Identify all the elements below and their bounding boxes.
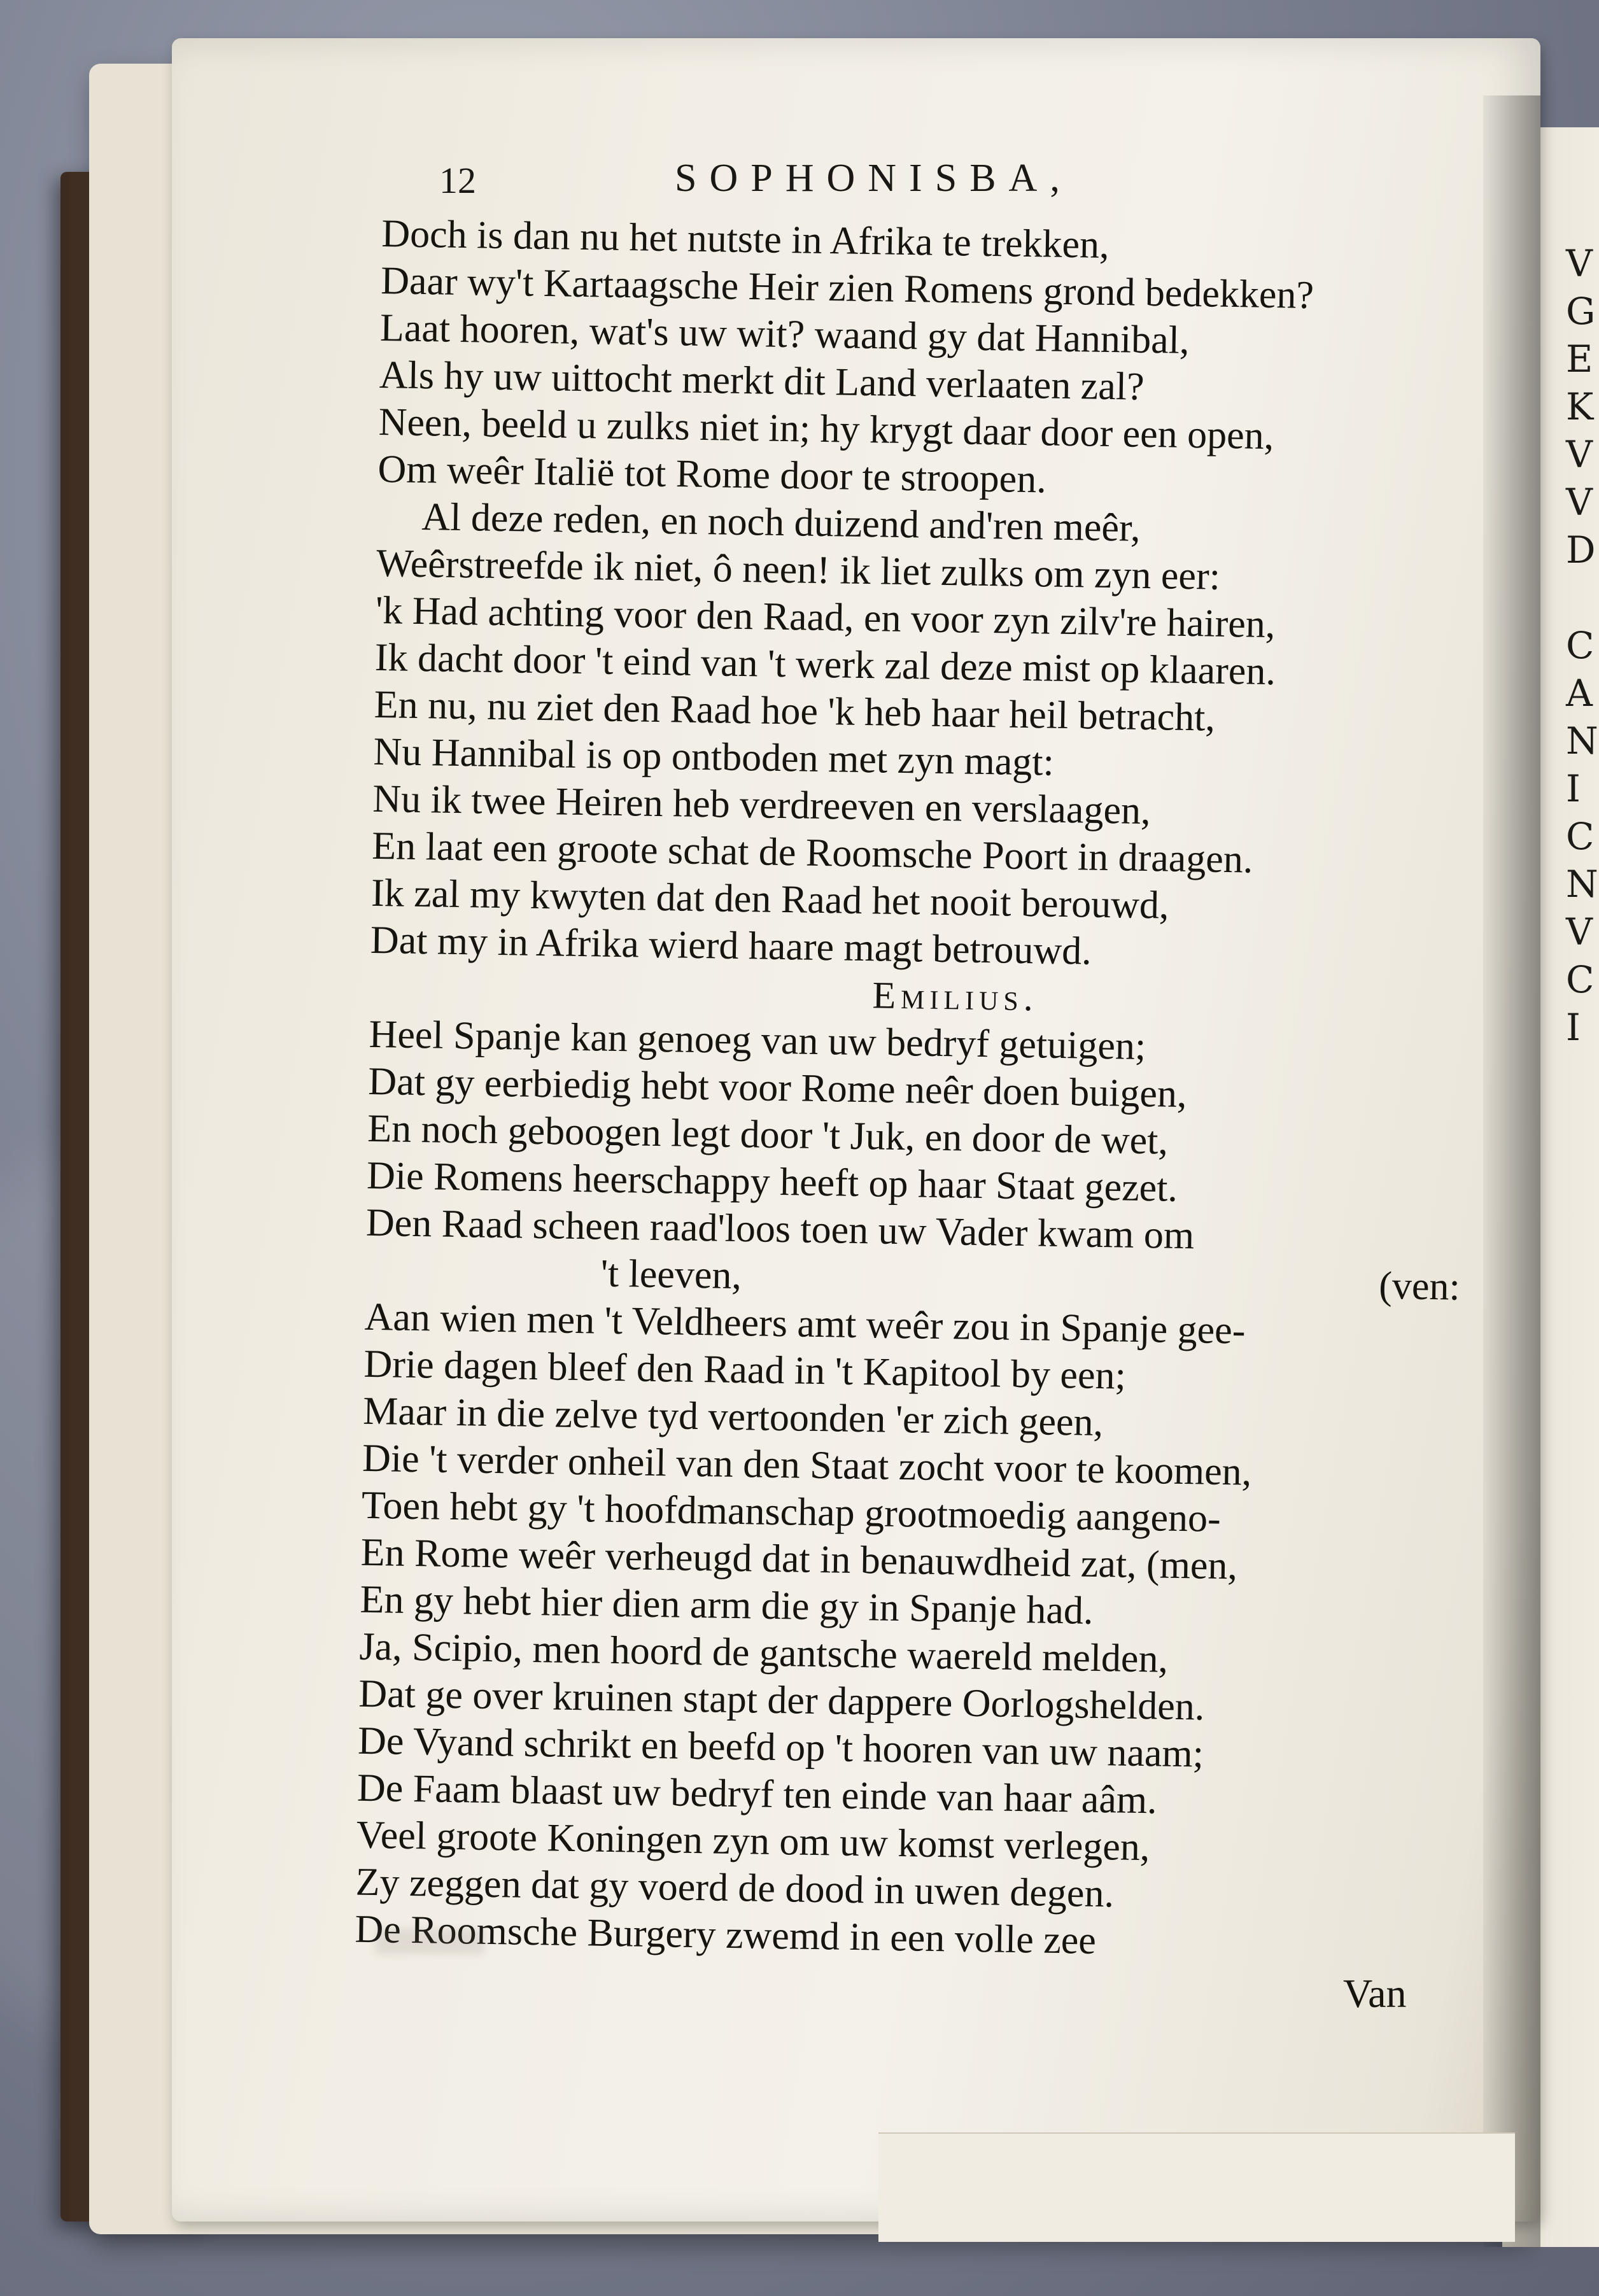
verse-line: En nu, nu ziet den Raad hoe 'k heb haar heil betracht, <box>374 682 1216 740</box>
verse-line: En Rome weêr verheugd dat in benauwdheid zat, (men, <box>360 1530 1238 1588</box>
verse-line: Doch is dan nu het nutste in Afrika te trekken, <box>381 211 1110 267</box>
catchword: Van <box>1343 1971 1407 2016</box>
facing-page-fragment: V <box>1566 242 1593 285</box>
verse-line: De Roomsche Burgery zwemd in een volle zee <box>355 1907 1097 1962</box>
facing-page-fragment: A <box>1566 672 1593 715</box>
verse-line: En noch geboogen legt door 't Juk, en door de wet, <box>367 1106 1169 1163</box>
facing-page-fragment: I <box>1566 767 1581 810</box>
facing-page-fragment: C <box>1566 958 1595 1001</box>
ink-smudge <box>376 1929 484 1954</box>
verse-line: Maar in die zelve tyd vertoonden 'er zich geen, <box>362 1389 1104 1445</box>
verse-line: Zy zeggen dat gy voerd de dood in uwen degen. <box>355 1860 1115 1916</box>
verse-line: Ja, Scipio, men hoord de gantsche waereld melden, <box>359 1624 1169 1681</box>
facing-page-fragment: C <box>1566 815 1595 858</box>
page-header <box>439 156 1458 213</box>
verse-line-wrap: 't leeven, <box>600 1251 742 1298</box>
facing-page-fragment: E <box>1566 337 1593 381</box>
verse-line: Aan wien men 't Veldheers amt weêr zou in Spanje gee- <box>364 1295 1246 1353</box>
verse-line: Die 't verder onheil van den Staat zocht voor te koomen, <box>362 1436 1252 1494</box>
verse-line: Laat hooren, wat's uw wit? waand gy dat Hannibal, <box>379 306 1190 362</box>
facing-page-fragment: V <box>1566 481 1593 524</box>
verse-line: Ik dacht door 't eind van 't werk zal deze mist op klaaren. <box>374 635 1276 694</box>
verse-text <box>355 210 1477 1970</box>
speaker-name: Emilius. <box>872 974 1039 1019</box>
verse-line: Weêrstreefde ik niet, ô neen! ik liet zulks om zyn eer: <box>376 541 1221 598</box>
page-gutter-shadow <box>1483 95 1540 2247</box>
verse-line: Toen hebt gy 't hoofdmanschap grootmoedig aangeno- <box>361 1483 1222 1540</box>
facing-page-fragment: I <box>1566 1006 1581 1049</box>
facing-page-fragment: G <box>1566 290 1596 333</box>
verse-line: Veel groote Koningen zyn om uw komst verlegen, <box>356 1813 1150 1870</box>
verse-line: Nu Hannibal is op ontboden met zyn magt: <box>373 729 1055 784</box>
facing-page-fragment: K <box>1566 385 1594 428</box>
facing-page-fragment: V <box>1566 433 1593 476</box>
facing-page-fragment: N <box>1566 863 1598 906</box>
verse-line: De Vyand schrikt en beefd op 't hooren van uw naam; <box>357 1719 1204 1776</box>
page-number: 12 <box>439 160 476 201</box>
verse-line: Die Romens heerschappy heeft op haar Staat gezet. <box>366 1153 1178 1210</box>
verse-line: Neen, beeld u zulks niet in; hy krygt daar door een open, <box>378 400 1274 458</box>
verse-line: Dat ge over kruinen stapt der dappere Oorlogshelden. <box>358 1672 1205 1729</box>
verse-line: Ik zal my kwyten dat den Raad het nooit berouwd, <box>370 871 1169 927</box>
verse-line: Als hy uw uittocht merkt dit Land verlaaten zal? <box>379 353 1145 409</box>
facing-page-fragment: V <box>1566 910 1593 954</box>
verse-line: Dat gy eerbiedig hebt voor Rome neêr doen buigen, <box>367 1059 1187 1116</box>
verse-line: Drie dagen bleef den Raad in 't Kapitool by een; <box>363 1342 1127 1398</box>
facing-page-fragment: N <box>1566 719 1598 763</box>
verse-line: Daar wy't Kartaagsche Heir zien Romens grond bedekken? <box>380 258 1314 318</box>
verse-line: Nu ik twee Heiren heb verdreeven en verslaagen, <box>372 777 1152 833</box>
verse-line: Om weêr Italië tot Rome door te stroopen. <box>377 447 1047 502</box>
verse-line-overflow: (ven: <box>1378 1264 1461 1309</box>
verse-line: De Faam blaast uw bedryf ten einde van haar aâm. <box>356 1766 1158 1822</box>
running-title: SOPHONISBA, <box>675 157 1073 200</box>
paper-repair-patch <box>878 2132 1515 2242</box>
verse-line: En gy hebt hier dien arm die gy in Spanje had. <box>360 1577 1094 1633</box>
verse-line: Den Raad scheen raad'loos toen uw Vader kwam om <box>365 1201 1195 1258</box>
facing-page-fragment: C <box>1566 624 1595 667</box>
verse-line: Al deze reden, en noch duizend and'ren meêr, <box>421 495 1141 550</box>
verse-line: Heel Spanje kan genoeg van uw bedryf getuigen; <box>369 1012 1146 1069</box>
verse-line: 'k Had achting voor den Raad, en voor zyn zilv're hairen, <box>375 588 1276 647</box>
facing-page-fragment: D <box>1566 528 1596 572</box>
verse-line: En laat een groote schat de Roomsche Poort in draagen. <box>371 824 1253 882</box>
verse-line: Dat my in Afrika wierd haare magt betrouwd. <box>370 918 1092 973</box>
